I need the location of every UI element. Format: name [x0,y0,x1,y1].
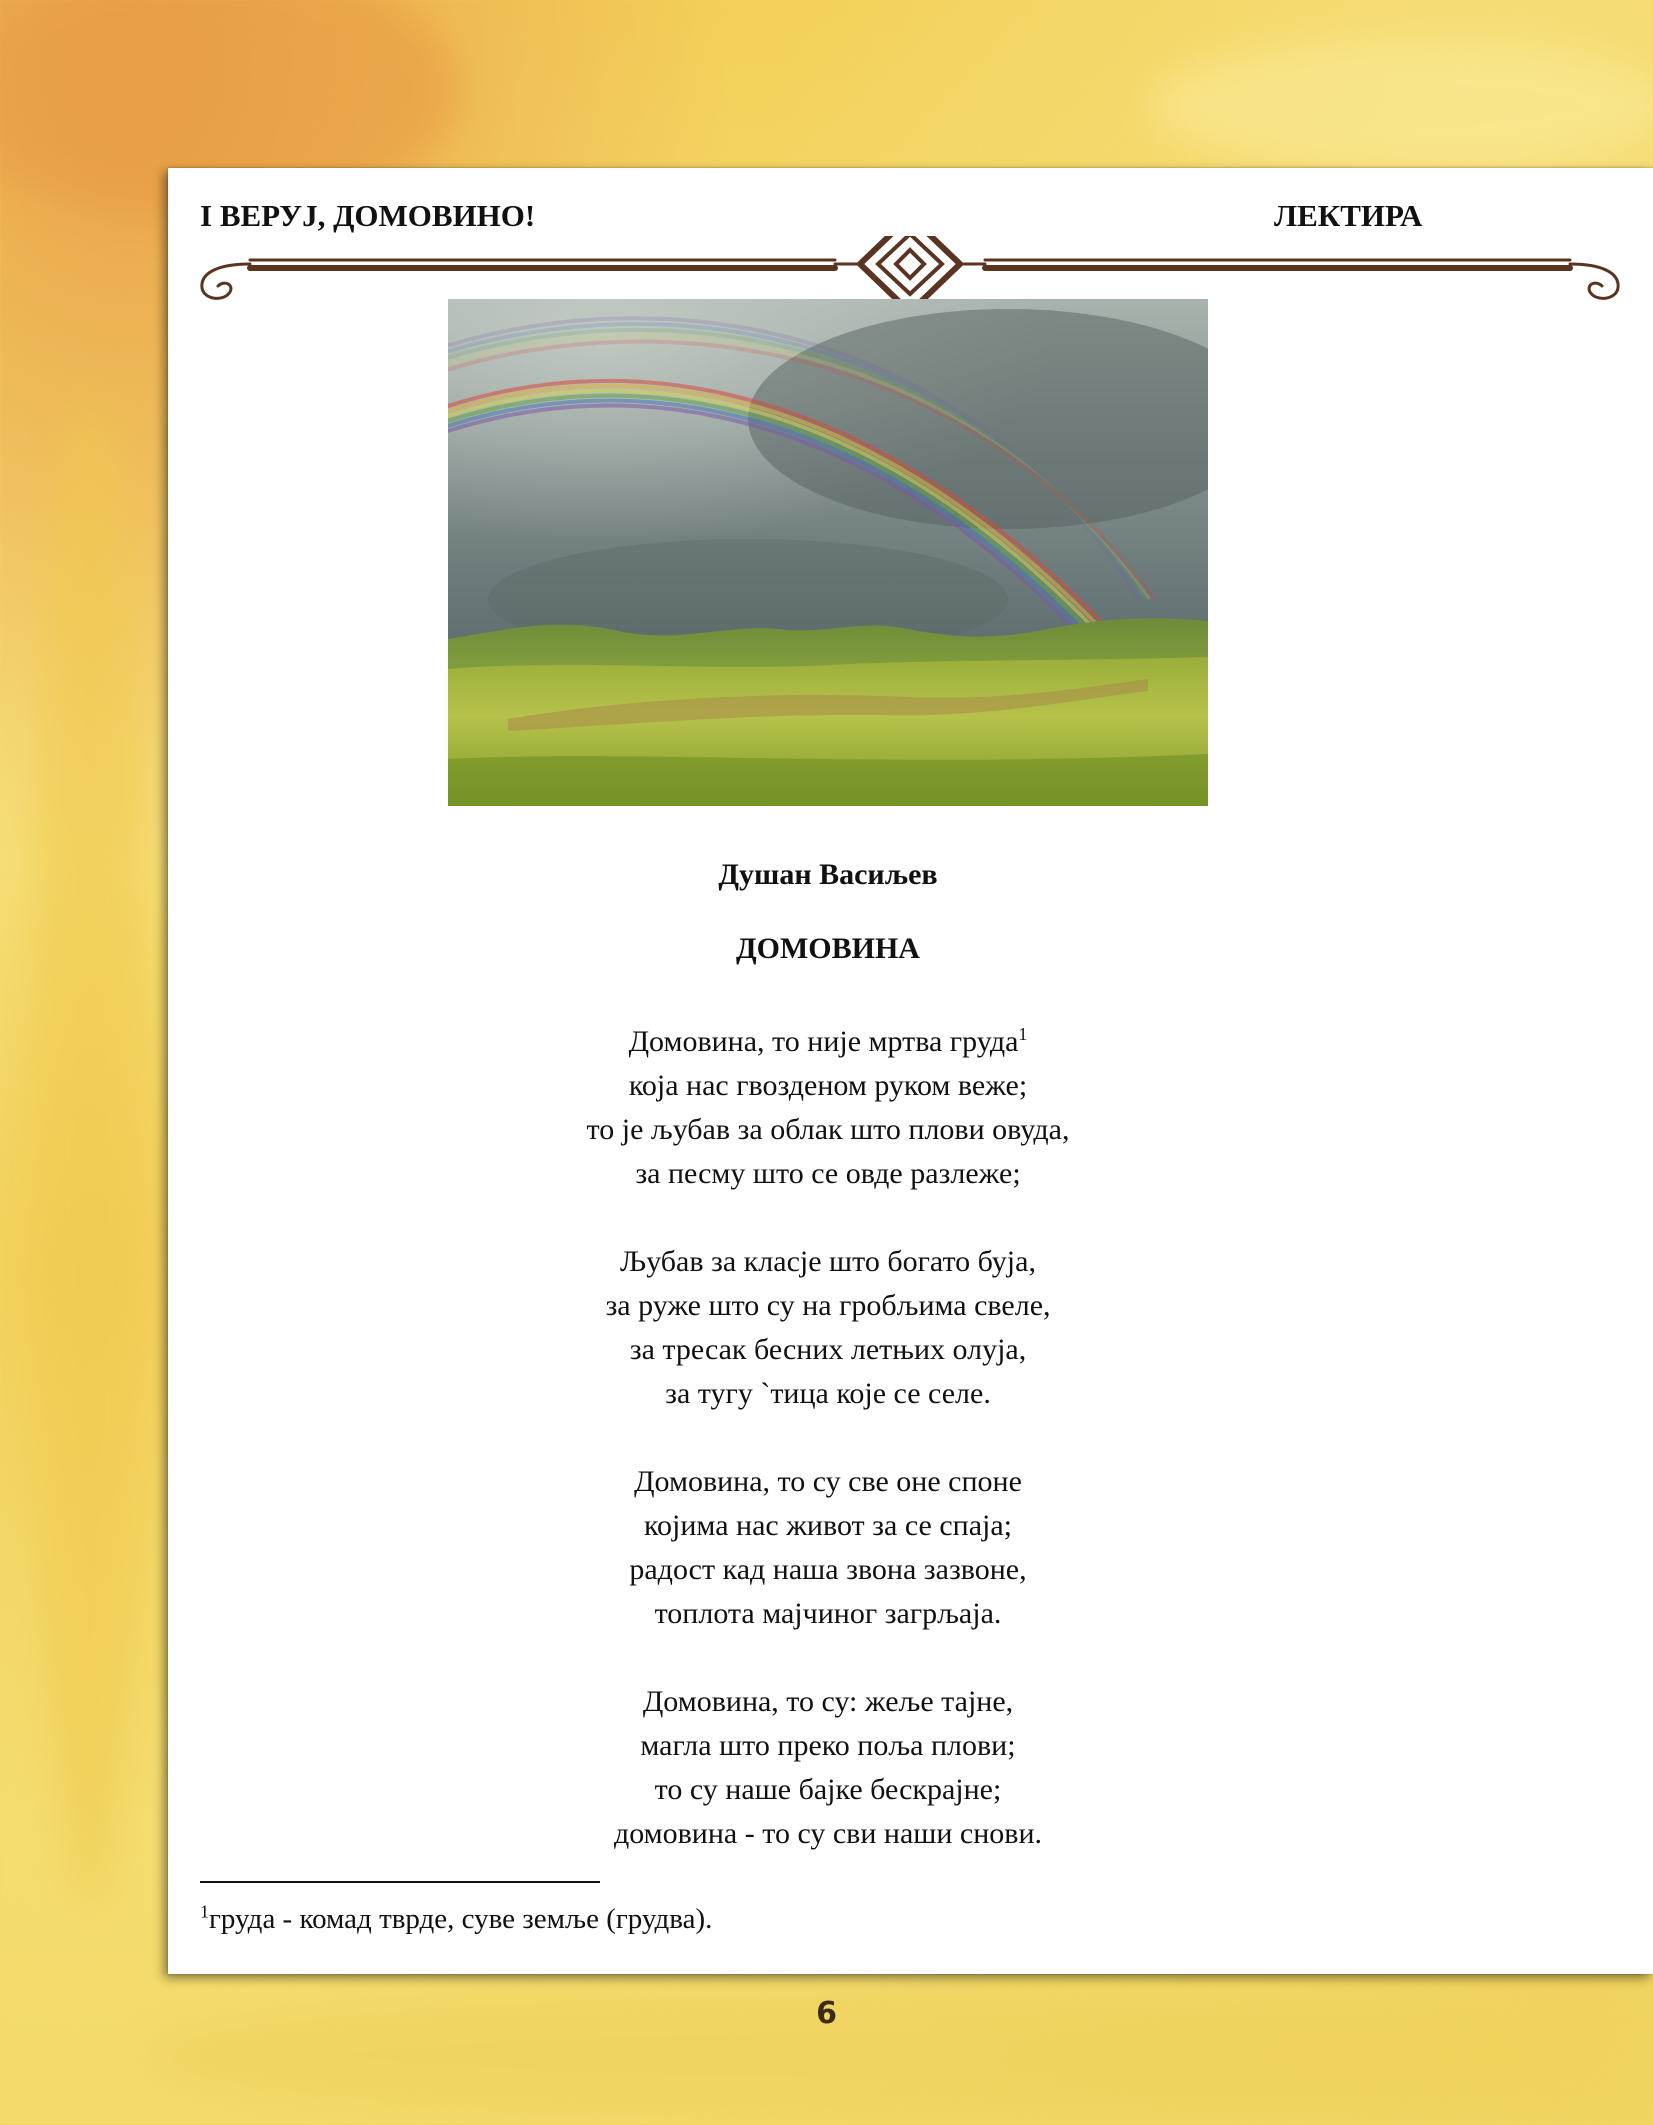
poem-stanza [448,1020,1208,1196]
poem-body [448,1020,1208,1900]
poem-line: радост кад наша звона зазвоне, [629,1553,1027,1586]
footnote-marker: 1 [200,1901,209,1922]
poem-line: то је љубав за облак што плови овуда, [586,1113,1070,1146]
poem-stanza [448,1680,1208,1856]
poem-stanza [448,1460,1208,1636]
poem-line: за песму што се овде разлеже; [635,1157,1021,1190]
poem-line: Домовина, то није мртва груда$^1$ [628,1024,1028,1058]
poem-line: Домовина, то су: жеље тајне, [642,1685,1014,1718]
footnote-reference: 1 [1018,1024,1028,1044]
header-right-title: ЛЕКТИРА [1274,198,1423,233]
footnote [200,1903,712,1936]
page-number: 6 [816,1996,837,2031]
poem-line: Љубав за класје што богато буја, [620,1245,1036,1278]
poem-line: за тресак бесних летњих олуја, [629,1333,1027,1366]
poem-line: топлота мајчиног загрљаја. [654,1597,1002,1630]
background-streak [30,400,150,1900]
rainbow-landscape-photo [448,299,1208,806]
poem-line: која нас гвозденом руком веже; [628,1069,1028,1102]
poem-title: ДОМОВИНА [736,932,920,965]
background-streak [1150,40,1653,170]
poem-line: за тугу `тица које се селе. [665,1377,991,1410]
poem-line: којима нас живот за се спаја; [643,1509,1012,1542]
footnote-text: груда - комад тврде, суве земље (грудва). [209,1903,713,1935]
document-page [168,168,1653,1974]
poem-line: магла што преко поља плови; [640,1729,1016,1762]
poem-line: за руже што су на гробљима свеле, [605,1289,1051,1322]
poem-stanza [448,1240,1208,1416]
poem-line: Домовина, то су све оне споне [634,1465,1022,1498]
poem-line: домовина - то су сви наши снови. [613,1817,1043,1850]
poem-author: Душан Васиљев [718,858,938,891]
header-left-title: І ВЕРУЈ, ДОМОВИНО! [200,198,536,233]
footnote-divider [200,1881,600,1883]
poem-line: то су наше бајке бескрајне; [654,1773,1002,1806]
